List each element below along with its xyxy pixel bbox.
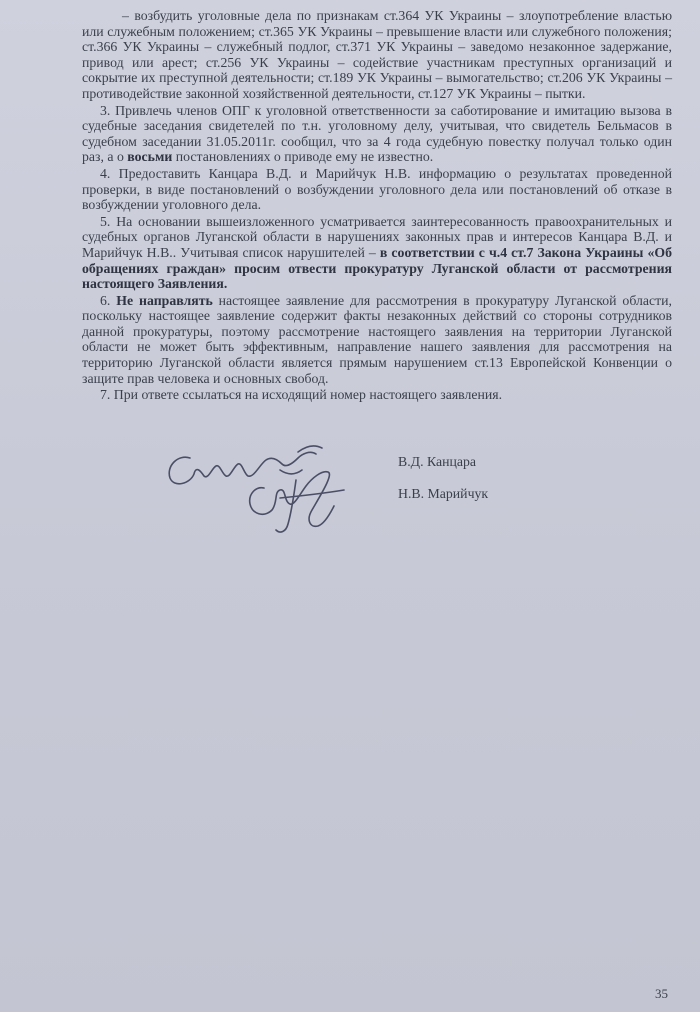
signer-2-name: Н.В. Марийчук <box>398 486 489 501</box>
signer-1-name: В.Д. Канцара <box>398 454 477 469</box>
paragraph-1 <box>82 8 672 102</box>
paragraph-4-text: 4. Предоставить Канцара В.Д. и Марийчук Н.В. информацию о результатах проведенной проверки, в виде постановлений о возбуждении уголовного дела или постановлений об отказе в возбуждении уголовного дела. <box>82 165 672 213</box>
signature-2-stroke <box>250 472 334 527</box>
signature-1-tail <box>280 446 322 474</box>
paragraph-7-text: 7. При ответе ссылаться на исходящий номер настоящего заявления. <box>100 387 503 403</box>
paragraph-6-bold: Не направлять <box>116 292 213 308</box>
signature-1-stroke <box>169 452 316 483</box>
page-number: 35 <box>655 986 668 1001</box>
paragraph-6-text-a: 6. <box>100 292 117 308</box>
paragraph-7 <box>82 387 672 403</box>
paragraph-3 <box>82 103 672 165</box>
paragraph-5 <box>82 214 672 292</box>
paragraph-3-text-b: постановлениях о приводе ему не известно. <box>172 149 434 165</box>
handwritten-signatures <box>160 440 390 540</box>
paragraph-6 <box>82 293 672 387</box>
signature-block <box>160 440 520 540</box>
paragraph-5-text-a: 5. На основании вышеизложенного усматривается заинтересованность правоохранительных и судебных органов Луганской области в нарушениях законных прав и интересов Канцара В.Д. и Марийчук Н.В.. Учитывая список нарушителей – <box>82 213 672 260</box>
paragraph-5-bold: в соответствии с ч.4 ст.7 Закона Украины «Об обращениях граждан» просим отвести прокуратуру Луганской области от рассмотрения настоящего Заявления <box>82 244 672 292</box>
document-body <box>82 8 672 404</box>
paragraph-4 <box>82 166 672 213</box>
paragraph-5-text-b: . <box>223 276 228 292</box>
paragraph-3-bold: восьми <box>127 149 173 165</box>
paragraph-1-text: – возбудить уголовные дела по признакам ст.364 УК Украины – злоупотребление властью или служебным положением; ст.365 УК Украины – превышение власти или служебного положения; ст.366 УК Украины – служебный подлог, ст.371 УК Украины – заведомо незаконное задержание, привод или арест; ст.256 УК Украины – содействие участникам преступных организаций и сокрытие их преступной деятельности; ст.189 УК Украины – вымогательство; ст.206 УК Украины – противодействие законной хозяйственной деятельности, ст.127 УК Украины – пытки. <box>82 8 672 101</box>
paragraph-6-text-b: настоящее заявление для рассмотрения в прокуратуру Луганской области, поскольку настоящее заявление содержит факты незаконных действий со стороны сотрудников данной прокуратуры, поэтому рассмотрение настоящего заявления на территории Луганской области не может быть эффективным, направление нашего заявления для рассмотрения на территорию Луганской области является прямым нарушением ст.13 Европейской Конвенции о защите прав человека и основных свобод. <box>82 292 672 386</box>
paragraph-3-text-a: 3. Привлечь членов ОПГ к уголовной ответственности за саботирование и имитацию вызова в судебные заседания свидетелей по т.н. уголовному делу, учитывая, что свидетель Бельмасов в судебном заседании 31.05.2011г. сообщил, что за 4 года судебную повестку получал только один раз, а о <box>82 102 672 165</box>
